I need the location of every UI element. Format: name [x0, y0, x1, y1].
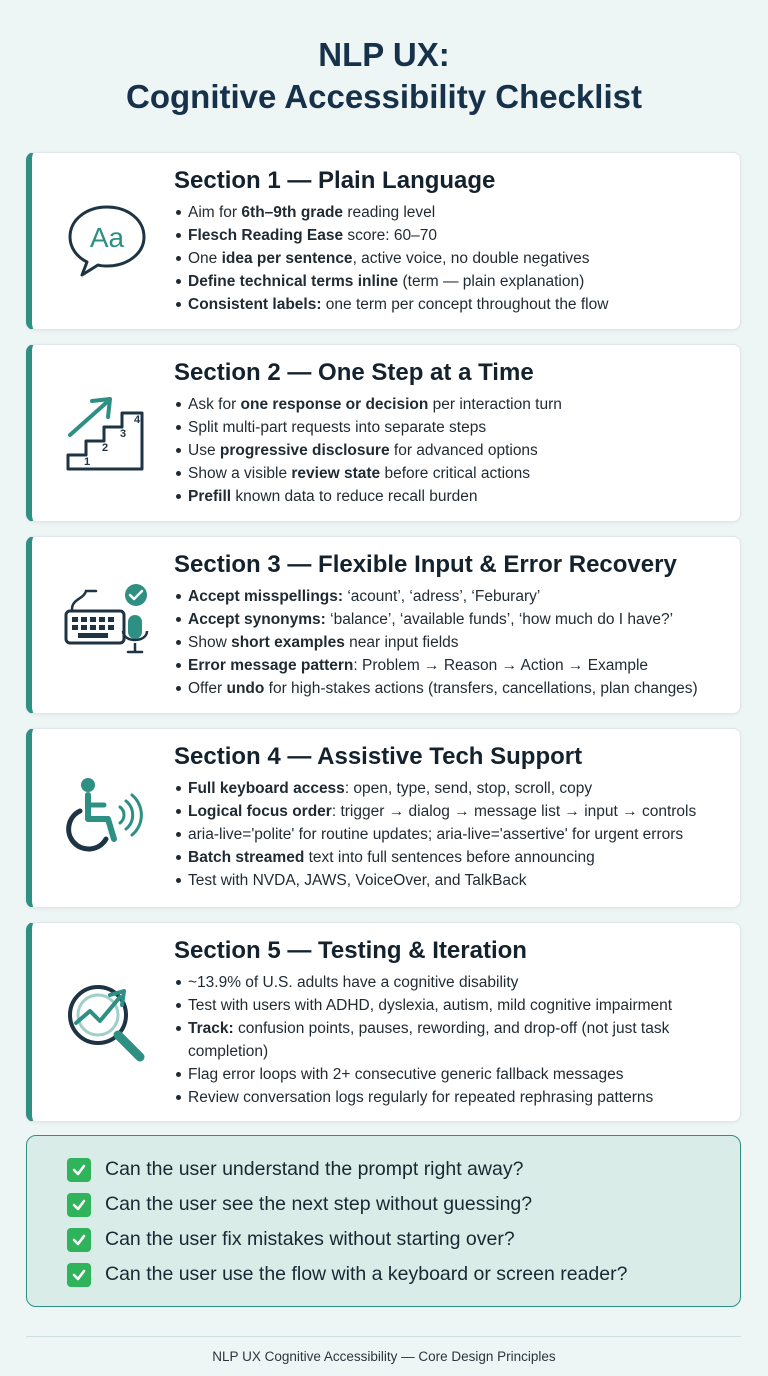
checkmark-icon: [67, 1158, 91, 1182]
emphasis-text: Batch streamed: [188, 849, 305, 866]
summary-text: Can the user see the next step without guessing?: [105, 1193, 533, 1215]
speech-bubble-aa-icon: [62, 195, 152, 285]
section-list-4: [174, 777, 730, 892]
item-text: reading level: [343, 204, 436, 221]
svg-text:1: 1: [84, 456, 91, 468]
section-title-4: Section 4 — Assistive Tech Support: [174, 743, 583, 770]
list-item: [174, 677, 730, 700]
emphasis-text: short examples: [231, 634, 345, 651]
summary-checklist: [26, 1135, 741, 1307]
emphasis-text: Logical focus order: [188, 803, 332, 820]
list-item: [174, 293, 730, 316]
emphasis-text: undo: [226, 680, 265, 697]
page-title: [0, 34, 768, 118]
item-text: near input fields: [344, 634, 459, 651]
item-text: confusion points, pauses, rewording, and drop-off (not just task completion): [188, 1020, 670, 1060]
item-text: score: 60–70: [343, 227, 437, 244]
item-text: Offer: [188, 680, 227, 697]
emphasis-text: Track:: [188, 1020, 234, 1037]
item-text: Flag error loops with 2+ consecutive generic fallback messages: [188, 1066, 624, 1083]
summary-item: [67, 1222, 740, 1257]
list-item: [174, 823, 730, 846]
list-item: [174, 971, 730, 994]
list-item: [174, 654, 730, 677]
item-text: (term — plain explanation): [398, 273, 585, 290]
list-item: [174, 1063, 730, 1086]
item-text: for advanced options: [389, 442, 538, 459]
list-item: [174, 846, 730, 869]
section-title-5: Section 5 — Testing & Iteration: [174, 937, 527, 964]
section-card-4: [26, 728, 741, 908]
keyboard-microphone-check-icon: [62, 581, 152, 671]
svg-text:3: 3: [120, 428, 127, 440]
emphasis-text: Define technical terms inline: [188, 273, 399, 290]
item-text: Aim for: [188, 204, 242, 221]
item-text: : trigger → dialog → message list → input → controls: [331, 803, 697, 820]
summary-item: [67, 1257, 740, 1292]
item-text: Test with users with ADHD, dyslexia, autism, mild cognitive impairment: [188, 997, 673, 1014]
section-list-2: [174, 393, 730, 508]
emphasis-text: progressive disclosure: [219, 442, 390, 459]
list-item: [174, 485, 730, 508]
list-item: [174, 201, 730, 224]
checkmark-icon: [67, 1263, 91, 1287]
section-list-1: [174, 201, 730, 316]
footer-caption: NLP UX Cognitive Accessibility — Core Design Principles: [212, 1349, 556, 1364]
item-text: Split multi-part requests into separate steps: [188, 419, 487, 436]
section-title-1: Section 1 — Plain Language: [174, 167, 496, 194]
item-text: text into full sentences before announcing: [304, 849, 595, 866]
item-text: ~13.9% of U.S. adults have a cognitive disability: [188, 974, 519, 991]
item-text: known data to reduce recall burden: [231, 488, 478, 505]
item-text: before critical actions: [380, 465, 531, 482]
item-text: per interaction turn: [428, 396, 562, 413]
list-item: [174, 270, 730, 293]
list-item: [174, 800, 730, 823]
title-line-1: NLP UX:: [318, 36, 450, 73]
section-card-5: [26, 922, 741, 1122]
summary-text: Can the user fix mistakes without starting over?: [105, 1228, 515, 1250]
summary-text: Can the user understand the prompt right away?: [105, 1158, 524, 1180]
emphasis-text: one response or decision: [240, 396, 429, 413]
emphasis-text: Error message pattern: [188, 657, 354, 674]
svg-text:2: 2: [102, 442, 109, 454]
emphasis-text: Flesch Reading Ease: [188, 227, 344, 244]
item-text: Show a visible: [188, 465, 292, 482]
item-text: Use: [188, 442, 220, 459]
emphasis-text: idea per sentence: [221, 250, 353, 267]
list-item: [174, 777, 730, 800]
svg-text:Aa: Aa: [89, 222, 125, 253]
section-card-2: [26, 344, 741, 522]
item-text: : open, type, send, stop, scroll, copy: [344, 780, 593, 797]
item-text: one term per concept throughout the flow: [321, 296, 609, 313]
stairs-arrow-icon: [62, 389, 152, 479]
summary-item: [67, 1152, 740, 1187]
section-card-1: [26, 152, 741, 330]
item-text: ‘acount’, ‘adress’, ‘Feburary’: [343, 588, 541, 605]
item-text: : Problem → Reason → Action → Example: [353, 657, 649, 674]
item-text: for high-stakes actions (transfers, cancellations, plan changes): [264, 680, 698, 697]
list-item: [174, 608, 730, 631]
section-list-3: [174, 585, 730, 700]
section-list-5: [174, 971, 730, 1109]
checkmark-icon: [67, 1228, 91, 1252]
list-item: [174, 224, 730, 247]
list-item: [174, 585, 730, 608]
section-title-3: Section 3 — Flexible Input & Error Recovery: [174, 551, 677, 578]
emphasis-text: Accept synonyms:: [188, 611, 326, 628]
emphasis-text: 6th–9th grade: [241, 204, 344, 221]
list-item: [174, 869, 730, 892]
emphasis-text: Accept misspellings:: [188, 588, 344, 605]
title-line-2: Cognitive Accessibility Checklist: [126, 78, 642, 115]
list-item: [174, 462, 730, 485]
emphasis-text: Prefill: [188, 488, 232, 505]
svg-text:4: 4: [134, 414, 141, 426]
item-text: Show: [188, 634, 232, 651]
section-card-3: [26, 536, 741, 714]
list-item: [174, 1017, 730, 1063]
list-item: [174, 631, 730, 654]
emphasis-text: Full keyboard access: [188, 780, 345, 797]
item-text: ‘balance’, ‘available funds’, ‘how much do I have?’: [325, 611, 674, 628]
item-text: , active voice, no double negatives: [352, 250, 590, 267]
summary-text: Can the user use the flow with a keyboard or screen reader?: [105, 1263, 628, 1285]
item-text: Review conversation logs regularly for repeated rephrasing patterns: [188, 1089, 654, 1106]
checkmark-icon: [67, 1193, 91, 1217]
list-item: [174, 393, 730, 416]
wheelchair-sound-icon: [62, 773, 152, 863]
section-title-2: Section 2 — One Step at a Time: [174, 359, 534, 386]
emphasis-text: Consistent labels:: [188, 296, 322, 313]
list-item: [174, 416, 730, 439]
list-item: [174, 994, 730, 1017]
footer-divider: [26, 1336, 741, 1337]
list-item: [174, 247, 730, 270]
item-text: Test with NVDA, JAWS, VoiceOver, and TalkBack: [188, 872, 527, 889]
summary-item: [67, 1187, 740, 1222]
magnifier-trend-icon: [62, 977, 152, 1067]
item-text: Ask for: [188, 396, 241, 413]
list-item: [174, 1086, 730, 1109]
emphasis-text: review state: [291, 465, 381, 482]
list-item: [174, 439, 730, 462]
item-text: One: [188, 250, 222, 267]
item-text: aria-live='polite' for routine updates; aria-live='assertive' for urgent errors: [188, 826, 684, 843]
